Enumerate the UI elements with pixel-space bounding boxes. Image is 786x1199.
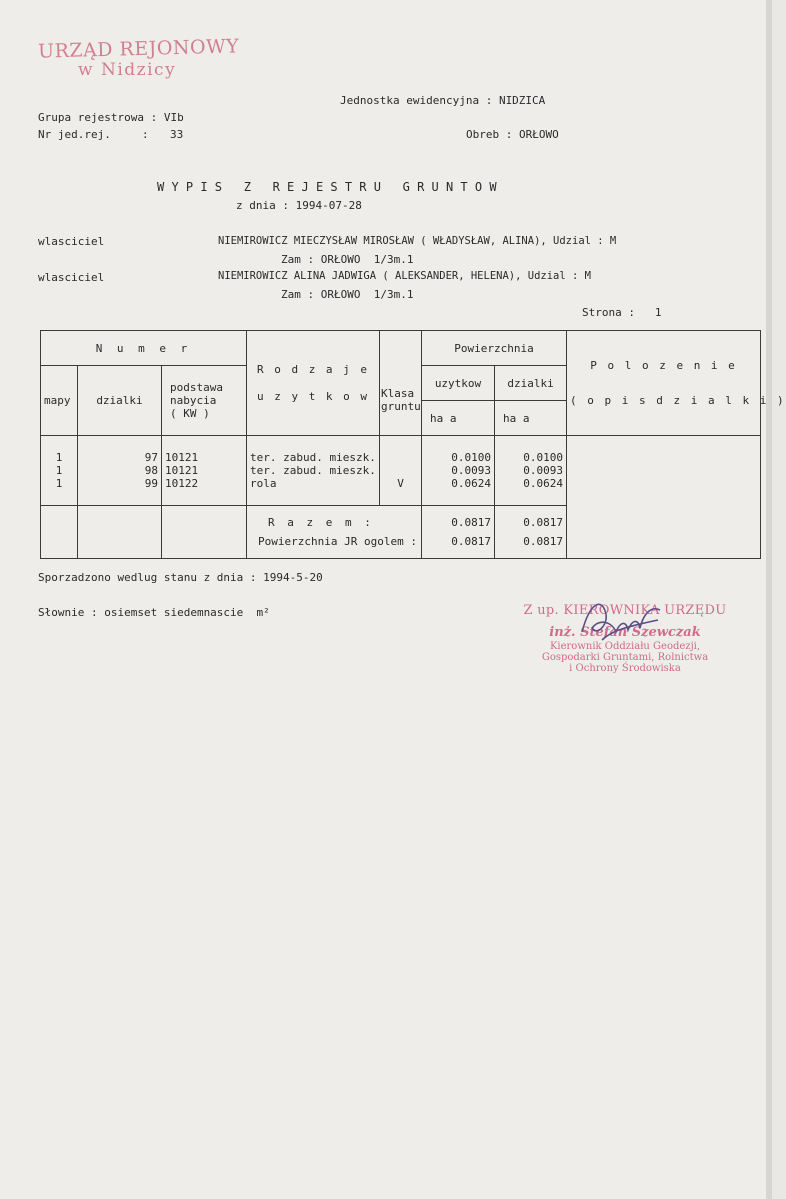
header-nabycia: nabycia: [170, 394, 217, 407]
jednostka-ewidencyjna: Jednostka ewidencyjna : NIDZICA: [340, 94, 546, 107]
header-powierzchnia: Powierzchnia: [422, 331, 567, 366]
table-cell: 0.0624: [523, 477, 564, 490]
column-dzialki: [78, 436, 162, 506]
office-stamp: [37, 35, 240, 80]
totals-empty-cell: [41, 506, 78, 559]
totals-dzialki: [495, 506, 567, 559]
header-unit-dzialki: ha a: [495, 401, 567, 436]
column-rodzaj: [247, 436, 380, 506]
office-stamp-line2: w Nidzicy: [78, 60, 177, 80]
handwritten-signature: [572, 592, 672, 652]
signature-stamp-line1: Z up. KIEROWNIKA URZĘDU: [523, 603, 727, 618]
land-register-table: [40, 330, 786, 559]
signature-stamp-line4: Gospodarki Gruntami, Rolnictwa: [541, 652, 709, 663]
table-cell: 1: [55, 464, 63, 477]
header-kw: ( KW ): [170, 407, 210, 420]
table-data-block: [41, 436, 761, 506]
table-cell: ter. zabud. mieszk.: [250, 464, 376, 477]
header-pow-dzialki: dzialki: [495, 366, 567, 401]
obreb: Obreb : ORŁOWO: [466, 128, 559, 141]
nr-jed-rej-sep: :: [142, 128, 149, 141]
table-cell: 1: [55, 477, 63, 490]
owner-1-address: Zam : ORŁOWO 1/3m.1: [281, 253, 414, 266]
document-date: z dnia : 1994-07-28: [236, 199, 362, 212]
owner-2-name: NIEMIROWICZ ALINA JADWIGA ( ALEKSANDER, HELENA), Udzial : M: [218, 270, 591, 282]
table-cell: 0.0624: [451, 477, 491, 490]
razem-dzialki: 0.0817: [523, 516, 564, 529]
table-cell: 97: [144, 451, 158, 464]
owner-2-address: Zam : ORŁOWO 1/3m.1: [281, 288, 414, 301]
table-cell: 0.0100: [523, 451, 564, 464]
slownie-note: Słownie : osiemset siedemnascie m²: [38, 606, 270, 619]
table-cell: V: [397, 477, 404, 490]
header-uzytkow: u z y t k o w: [256, 390, 370, 403]
header-mapy: mapy: [41, 366, 78, 436]
grupa-rejestrowa: Grupa rejestrowa : VIb: [38, 111, 184, 124]
column-kw: [162, 436, 247, 506]
header-polozenie-title: P o l o z e n i e: [590, 359, 737, 372]
header-rodzaje: R o d z a j e: [256, 363, 370, 376]
header-gruntu: gruntu: [381, 400, 421, 413]
table-cell: [383, 451, 418, 464]
header-unit-uzytkow: ha a: [422, 401, 495, 436]
table-cell: [383, 464, 418, 477]
column-polozenie: [567, 436, 761, 559]
office-stamp-line1: URZĄD REJONOWY: [37, 35, 240, 63]
razem-label: R a z e m :: [268, 516, 374, 529]
table-cell: ter. zabud. mieszk.: [250, 451, 376, 464]
nr-jed-rej-value: 33: [170, 128, 184, 141]
column-mapy: [41, 436, 78, 506]
document-title: W Y P I S Z R E J E S T R U G R U N T O W: [157, 180, 497, 194]
owner-1-label: wlasciciel: [38, 235, 105, 248]
header-rodzaje-uzytkow: [247, 331, 380, 436]
table-cell: 10121: [165, 451, 199, 464]
ogolem-dzialki: 0.0817: [523, 535, 564, 548]
totals-labels: [247, 506, 422, 559]
owner-1-name: NIEMIROWICZ MIECZYSŁAW MIROSŁAW ( WŁADYSŁAW, ALINA), Udzial : M: [218, 235, 617, 247]
table-cell: 0.0093: [523, 464, 564, 477]
header-numer: N u m e r: [41, 331, 247, 366]
table-cell: 10121: [165, 464, 199, 477]
header-podstawa-nabycia: [162, 366, 247, 436]
ogolem-label: Powierzchnia JR ogolem :: [258, 535, 417, 548]
sporzadzono-note: Sporzadzono wedlug stanu z dnia : 1994-5-20: [38, 571, 323, 584]
signature-stamp-line5: i Ochrony Środowiska: [569, 663, 681, 674]
owner-2-label: wlasciciel: [38, 271, 105, 284]
header-dzialki: dzialki: [78, 366, 162, 436]
column-klasa: [380, 436, 422, 506]
ogolem-uzytkow: 0.0817: [451, 535, 491, 548]
table-cell: 0.0093: [451, 464, 491, 477]
totals-empty-cell: [78, 506, 162, 559]
header-opis-dzialki: ( o p i s d z i a l k i ): [570, 394, 786, 407]
signature-stamp-line3: Kierownik Oddziału Geodezji,: [549, 641, 701, 652]
header-klasa: Klasa: [381, 387, 415, 400]
header-polozenie: [567, 331, 786, 436]
page-number: Strona : 1: [582, 306, 662, 319]
table-cell: 10122: [165, 477, 199, 490]
header-pow-uzytkow: uzytkow: [422, 366, 495, 401]
table-cell: 99: [144, 477, 158, 490]
totals-empty-cell: [162, 506, 247, 559]
header-podstawa: podstawa: [170, 381, 223, 394]
table-cell: 0.0100: [451, 451, 491, 464]
column-pow-uzytkow: [422, 436, 495, 506]
table-cell: rola: [250, 477, 277, 490]
totals-uzytkow: [422, 506, 495, 559]
table-cell: 1: [55, 451, 63, 464]
header-klasa-gruntu: [380, 331, 422, 436]
signature-stamp-line2: inż. Stefan Szewczak: [549, 625, 701, 640]
razem-uzytkow: 0.0817: [451, 516, 491, 529]
nr-jed-rej-label: Nr jed.rej.: [38, 128, 111, 141]
table-cell: 98: [144, 464, 158, 477]
column-pow-dzialki: [495, 436, 567, 506]
